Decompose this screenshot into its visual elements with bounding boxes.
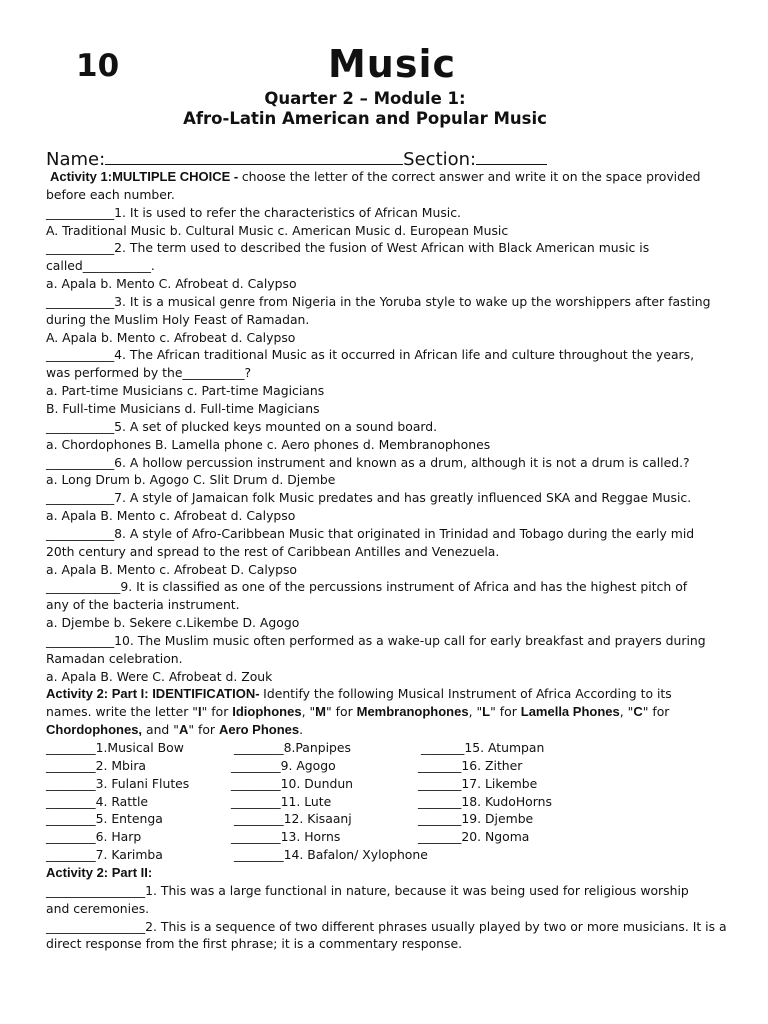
question-7: ___________7. A style of Jamaican folk Music predates and has greatly influenced SKA and Reggae Music.: [46, 490, 692, 506]
grade-number: 10: [76, 48, 120, 84]
letter-m: M: [315, 704, 326, 720]
id-item: ________11. Lute: [231, 793, 332, 809]
id-item: ________12. Kisaanj: [234, 811, 352, 827]
instruction-text: " for: [642, 704, 670, 720]
id-item: ________13. Horns: [231, 829, 341, 845]
id-item: _______15. Atumpan: [421, 740, 545, 755]
question-10-options: a. Apala B. Were C. Afrobeat d. Zouk: [46, 668, 273, 684]
question-2: ___________2. The term used to described the fusion of West African with Black American music is called___________.: [46, 240, 650, 274]
activity1-title: Activity 1:MULTIPLE CHOICE -: [49, 169, 242, 184]
id-item: _______17. Likembe: [418, 775, 538, 791]
question-1-options: A. Traditional Music b. Cultural Music c. American Music d. European Music: [46, 222, 509, 238]
question-9-options: a. Djembe b. Sekere c.Likembe D. Agogo: [46, 615, 300, 631]
student-info-row: [46, 146, 547, 170]
question-6: ___________6. A hollow percussion instrument and known as a drum, although it is not a drum is called.?: [46, 454, 690, 470]
term-idiophones: Idiophones: [232, 704, 302, 720]
activity1-questions: [46, 204, 726, 686]
id-item: _______18. KudoHorns: [418, 793, 552, 809]
worksheet-content: [46, 168, 726, 953]
question-3: ___________3. It is a musical genre from Nigeria in the Yoruba style to wake up the worshippers after fasting during the Muslim Holy Feast of Ramadan.: [46, 293, 711, 327]
part2-item-1: ________________1. This was a large functional in nature, because it was being used for religious worship and ceremonies.: [46, 882, 689, 916]
part2-item-2: ________________2. This is a sequence of two different phrases usually played by two or more musicians. It is a direct response from the first phrase; it is a commentary response.: [46, 918, 727, 952]
id-item: ________14. Bafalon/ Xylophone: [234, 847, 428, 863]
question-2-options: a. Apala b. Mento C. Afrobeat d. Calypso: [46, 276, 297, 292]
question-5-options: a. Chordophones B. Lamella phone c. Aero phones d. Membranophones: [46, 436, 491, 452]
instruction-text: , ": [301, 704, 316, 720]
identification-grid: [46, 739, 726, 864]
id-item: ________5. Entenga: [46, 811, 163, 827]
id-item: ________8.Panpipes: [234, 740, 351, 755]
question-8: ___________8. A style of Afro-Caribbean Music that originated in Trinidad and Tobago during the early mid 20th century and spread to the rest of Caribbean Antilles and Venezuela.: [46, 525, 695, 559]
section-field[interactable]: [476, 146, 547, 165]
question-1: ___________1. It is used to refer the characteristics of African Music.: [46, 204, 461, 220]
instruction-text: " for: [490, 704, 521, 720]
term-membranophones: Membranophones: [356, 704, 469, 720]
instruction-text: " for: [188, 722, 219, 738]
letter-a: A: [178, 722, 189, 738]
id-item: _______16. Zither: [418, 757, 523, 773]
instruction-text: Identify the following Musical Instrument of Africa According to its names. write the letter ": [46, 686, 672, 720]
question-4-options-b: B. Full-time Musicians d. Full-time Magicians: [46, 400, 320, 416]
letter-c: C: [633, 704, 643, 720]
id-item: ________1.Musical Bow: [46, 740, 184, 755]
id-item: ________3. Fulani Flutes: [46, 775, 190, 791]
instruction-text: and ": [142, 722, 179, 738]
page-title: Music: [327, 42, 457, 86]
id-item: ________4. Rattle: [46, 793, 149, 809]
question-4: ___________4. The African traditional Music as it occurred in African life and culture throughout the years, was performed by the__________?: [46, 347, 695, 381]
question-6-options: a. Long Drum b. Agogo C. Slit Drum d. Djembe: [46, 472, 336, 488]
id-item: ________10. Dundun: [231, 775, 354, 791]
id-item: ________7. Karimba: [46, 847, 163, 863]
id-item: ________6. Harp: [46, 829, 142, 845]
instruction-text: " for: [201, 704, 233, 720]
quarter-module-heading: Quarter 2 – Module 1:: [264, 89, 466, 108]
question-4-options-a: a. Part-time Musicians c. Part-time Magicians: [46, 383, 325, 399]
activity1-instruction-text: choose the letter of the correct answer and write it on the space provided before each number.: [46, 169, 701, 202]
question-3-options: A. Apala b. Mento c. Afrobeat d. Calypso: [46, 329, 296, 345]
name-label: Name:: [46, 149, 106, 170]
term-aero-phones: Aero Phones: [218, 722, 300, 738]
activity2-part1-title: Activity 2: Part I: IDENTIFICATION-: [46, 686, 264, 702]
term-lamella-phones: Lamella Phones: [520, 704, 620, 720]
question-8-options: a. Apala B. Mento c. Afrobeat D. Calypso: [46, 561, 298, 577]
instruction-text: .: [299, 722, 304, 738]
letter-i: I: [197, 704, 202, 720]
activity2-part2-heading: [46, 864, 726, 882]
name-field[interactable]: [105, 146, 403, 165]
question-5: ___________5. A set of plucked keys mounted on a sound board.: [46, 418, 438, 434]
instruction-text: " for: [326, 704, 357, 720]
letter-l: L: [482, 704, 491, 720]
activity1-instructions: [46, 168, 726, 204]
module-title: Afro-Latin American and Popular Music: [183, 109, 547, 128]
section-label: Section:: [403, 149, 477, 170]
id-item: _______19. Djembe: [418, 811, 534, 827]
question-9: ____________9. It is classified as one of the percussions instrument of Africa and has the highest pitch of any of the bacteria instrument.: [46, 579, 688, 613]
activity2-part2-title: Activity 2: Part II:: [46, 865, 153, 880]
term-chordophones: Chordophones,: [46, 722, 143, 738]
question-10: ___________10. The Muslim music often performed as a wake-up call for early breakfast and prayers during Ramadan celebration.: [46, 632, 706, 666]
id-item: ________2. Mbira: [46, 757, 147, 773]
instruction-text: , ": [468, 704, 483, 720]
instruction-text: , ": [619, 704, 634, 720]
activity2-part1-instructions: [46, 685, 706, 739]
id-item: ________9. Agogo: [231, 757, 336, 773]
question-7-options: a. Apala B. Mento c. Afrobeat d. Calypso: [46, 508, 296, 524]
id-item: _______20. Ngoma: [418, 829, 530, 845]
